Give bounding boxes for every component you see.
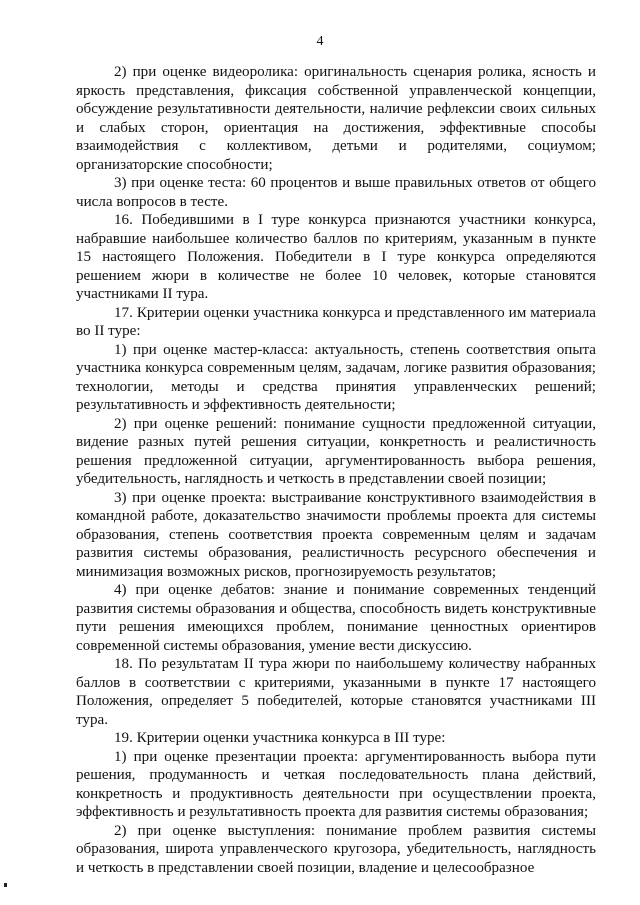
paragraph-debate-criteria: 4) при оценке дебатов: знание и понимание современных тенденций развития системы образования и общества, способность видеть конструктивные пути решения имеющихся проблем, понимание ценностных ориентиров современной системы образования, умение вести дискуссию. (76, 582, 596, 654)
paragraph-project-criteria: 3) при оценке проекта: выстраивание конструктивного взаимодействия в командной работе, доказательство значимости проблемы проекта для системы образования, степень соответствия проекта современным целям и задачам развития системы образования, реалистичность ресурсного обеспечения и минимизация возможных рисков, прогнозируемость результатов; (76, 489, 596, 580)
document-body (76, 63, 596, 877)
paragraph-18: 18. По результатам II тура жюри по наибольшему количеству набранных баллов в соответствии с критериями, указанными в пункте 17 настоящего Положения, определяет 5 победителей, которые становятся участниками III тура. (76, 656, 596, 728)
scan-mark (4, 883, 7, 887)
paragraph-decisions-criteria: 2) при оценке решений: понимание сущности предложенной ситуации, видение разных путей решения ситуации, конкретность и реалистичность решения предложенной ситуации, аргументированность выбора решения, убедительность, наглядность и четкость в представлении своей позиции; (76, 415, 596, 487)
paragraph-presentation-criteria: 1) при оценке презентации проекта: аргументированность выбора пути решения, продуманность и четкая последовательность плана действий, конкретность и продуктивность деятельности при осуществлении проекта, эффективность и результативность проекта для развития системы образования; (76, 748, 596, 820)
paragraph-test-criteria: 3) при оценке теста: 60 процентов и выше правильных ответов от общего числа вопросов в тесте. (76, 175, 596, 210)
paragraph-masterclass-criteria: 1) при оценке мастер-класса: актуальность, степень соответствия опыта участника конкурса современным целям, задачам, логике развития образования; технологии, методы и средства принятия управленческих решений; результативность и эффективность деятельности; (76, 341, 596, 413)
page-number: 4 (316, 34, 324, 49)
paragraph-17: 17. Критерии оценки участника конкурса и представленного им материала во II туре: (76, 304, 596, 339)
paragraph-video-criteria: 2) при оценке видеоролика: оригинальность сценария ролика, ясность и яркость представления, фиксация собственной управленческой концепции, обсуждение результативности деятельности, наличие рефлексии своих сильных и слабых сторон, ориентация на достижения, эффективные способы взаимодействия с коллективом, детьми и родителями, социумом; организаторские способности; (76, 64, 596, 173)
paragraph-16: 16. Победившими в I туре конкурса признаются участники конкурса, набравшие наибольшее количество баллов по критериям, указанным в пункте 15 настоящего Положения. Победители в I туре конкурса определяются решением жюри в количестве не более 10 человек, которые становятся участниками II тура. (76, 212, 596, 302)
paragraph-speech-criteria: 2) при оценке выступления: понимание проблем развития системы образования, широта управленческого кругозора, убедительность, наглядность и четкость в представлении своей позиции, владение и целесообразное (76, 822, 596, 876)
paragraph-19: 19. Критерии оценки участника конкурса в III туре: (114, 730, 446, 746)
